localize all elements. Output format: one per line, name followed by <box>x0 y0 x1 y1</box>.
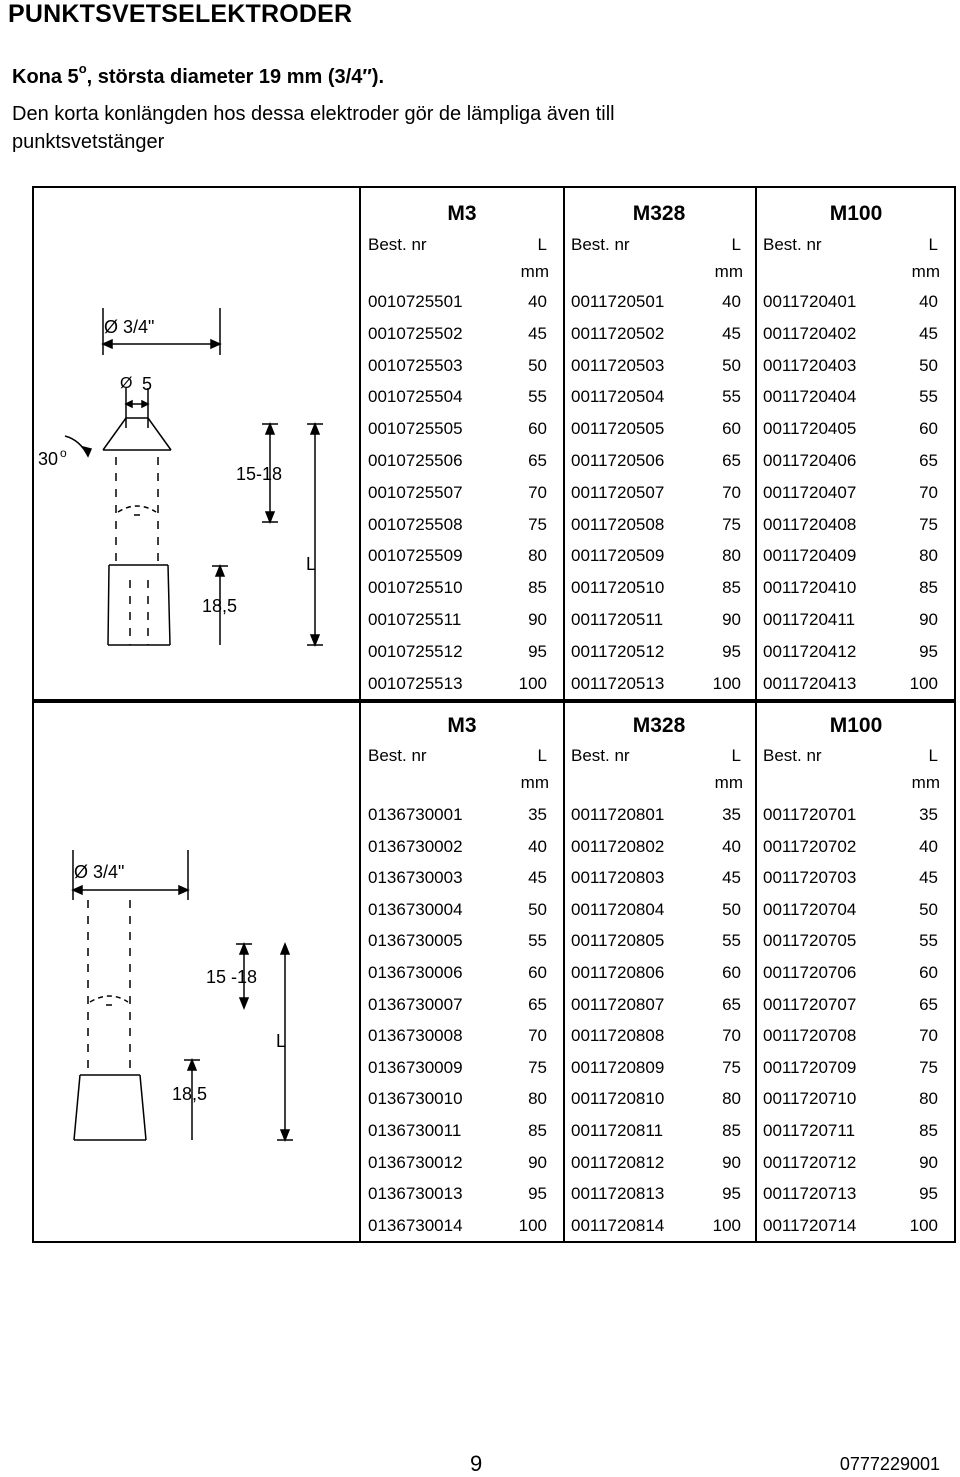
table-cell-article-number: 0136730013 <box>368 1184 463 1204</box>
table-cell-article-number: 0011720807 <box>571 994 665 1014</box>
table-cell-length: 75 <box>919 514 938 534</box>
table-cell-length: 75 <box>528 514 547 534</box>
table-cell-article-number: 0011720413 <box>763 673 857 693</box>
table-cell-article-number: 0011720507 <box>571 482 665 502</box>
column-header-l: L <box>537 746 547 765</box>
intro-line-1: Den korta konlängden hos dessa elektroder gör de lämpliga även till <box>12 103 615 125</box>
table-cell-length: 45 <box>528 868 547 888</box>
table-cell-article-number: 0010725505 <box>368 419 463 439</box>
table-cell-length: 80 <box>528 1089 547 1109</box>
column-divider <box>755 186 757 701</box>
table-cell-article-number: 0011720704 <box>763 899 857 919</box>
table-cell-article-number: 0136730007 <box>368 994 463 1014</box>
table-cell-article-number: 0011720502 <box>571 323 665 343</box>
table-cell-article-number: 0011720404 <box>763 387 857 407</box>
table-cell-article-number: 0010725506 <box>368 451 463 470</box>
electrode-drawing-2 <box>30 850 360 1150</box>
document-code: 0777229001 <box>839 1454 940 1474</box>
table-cell-article-number: 0136730012 <box>368 1152 463 1172</box>
length-label: L <box>276 1031 287 1051</box>
table-cell-article-number: 0010725512 <box>368 641 463 661</box>
table-cell-article-number: 0011720707 <box>763 994 857 1014</box>
table-cell-length: 95 <box>528 641 547 661</box>
table-cell-article-number: 0010725507 <box>368 482 463 502</box>
table-cell-article-number: 0136730011 <box>368 1121 462 1140</box>
table-cell-article-number: 0010725509 <box>368 546 463 566</box>
dia-top-label: Ø 3/4" <box>74 862 125 882</box>
table-cell-length: 60 <box>722 419 741 439</box>
table-cell-article-number: 0011720805 <box>571 931 665 951</box>
table-cell-length: 85 <box>722 578 741 598</box>
table-cell-length: 70 <box>528 482 547 502</box>
table-cell-length: 100 <box>712 673 741 693</box>
table-cell-article-number: 0011720714 <box>763 1215 857 1235</box>
table-cell-length: 95 <box>722 1184 741 1204</box>
table-cell-article-number: 0011720505 <box>571 419 665 439</box>
table-cell-article-number: 0010725511 <box>368 610 462 629</box>
table-cell-article-number: 0011720703 <box>763 868 857 888</box>
table-cell-length: 75 <box>919 1057 938 1077</box>
table-cell-article-number: 0011720710 <box>763 1089 857 1109</box>
table-cell-article-number: 0136730006 <box>368 963 463 982</box>
table-cell-article-number: 0011720701 <box>763 805 857 824</box>
page-number: 9 <box>470 1451 483 1476</box>
table-cell-length: 90 <box>919 1152 938 1172</box>
table-cell-length: 65 <box>528 451 547 470</box>
table-cell-length: 70 <box>722 482 741 502</box>
table-cell-length: 50 <box>722 899 741 919</box>
table-cell-article-number: 0136730001 <box>368 805 463 824</box>
table-cell-article-number: 0011720801 <box>571 805 665 824</box>
table-cell-article-number: 0011720804 <box>571 899 665 919</box>
table-cell-length: 35 <box>722 805 741 824</box>
table-cell-length: 85 <box>722 1121 741 1140</box>
table-cell-length: 75 <box>722 514 741 534</box>
cone-length-label: 15-18 <box>236 464 283 484</box>
table-cell-article-number: 0011720809 <box>571 1057 665 1077</box>
table-cell-article-number: 0011720401 <box>763 292 857 311</box>
group-header: M100 <box>829 202 883 225</box>
table-cell-article-number: 0011720503 <box>571 355 665 375</box>
table-cell-length: 80 <box>919 546 938 566</box>
table-cell-article-number: 0136730010 <box>368 1089 463 1109</box>
table-cell-length: 60 <box>722 963 741 982</box>
subtitle-pre: Kona 5 <box>12 66 79 88</box>
group-header: M100 <box>829 714 883 737</box>
dia-symbol: Ø <box>120 375 133 392</box>
table-cell-length: 65 <box>919 451 938 470</box>
table-cell-length: 65 <box>722 451 741 470</box>
column-unit: mm <box>714 773 743 792</box>
table-cell-length: 90 <box>722 1152 741 1172</box>
table-cell-length: 95 <box>919 641 938 661</box>
table-cell-length: 60 <box>528 963 547 982</box>
table-cell-length: 65 <box>919 994 938 1014</box>
table-cell-length: 50 <box>919 899 938 919</box>
table-cell-article-number: 0011720513 <box>571 673 665 693</box>
table-cell-length: 35 <box>919 805 938 824</box>
table-cell-length: 35 <box>528 805 547 824</box>
table-cell-article-number: 0011720406 <box>763 451 857 470</box>
table-cell-article-number: 0011720412 <box>763 641 857 661</box>
table-cell-article-number: 0011720806 <box>571 963 665 982</box>
table-cell-article-number: 0136730005 <box>368 931 463 951</box>
table-cell-length: 45 <box>528 323 547 343</box>
table-cell-length: 40 <box>722 292 741 311</box>
table-cell-article-number: 0011720509 <box>571 546 665 566</box>
table-cell-article-number: 0010725504 <box>368 387 463 407</box>
column-header-best-nr: Best. nr <box>763 235 822 254</box>
table-cell-length: 55 <box>919 387 938 407</box>
body-dim-label: 18,5 <box>202 596 238 616</box>
cone-length-label: 15 -18 <box>206 967 258 987</box>
table-cell-length: 55 <box>722 387 741 407</box>
table-cell-article-number: 0011720504 <box>571 387 665 407</box>
table-cell-length: 90 <box>528 610 547 629</box>
table-cell-length: 50 <box>919 355 938 375</box>
table-cell-length: 80 <box>528 546 547 566</box>
column-header-best-nr: Best. nr <box>571 746 630 765</box>
table-cell-length: 85 <box>919 1121 938 1140</box>
subtitle <box>12 61 385 89</box>
table-cell-article-number: 0011720407 <box>763 482 857 502</box>
table-cell-article-number: 0011720405 <box>763 419 857 439</box>
table-cell-length: 100 <box>909 1215 938 1235</box>
table-cell-length: 100 <box>712 1215 741 1235</box>
intro-line-2: punktsvetstänger <box>12 131 165 153</box>
column-unit: mm <box>714 262 743 281</box>
table-cell-length: 55 <box>528 387 547 407</box>
table-cell-article-number: 0136730009 <box>368 1057 463 1077</box>
table-cell-length: 100 <box>909 673 938 693</box>
column-header-best-nr: Best. nr <box>571 235 630 254</box>
table-cell-article-number: 0011720810 <box>571 1089 665 1109</box>
table-cell-length: 65 <box>722 994 741 1014</box>
column-header-best-nr: Best. nr <box>763 746 822 765</box>
column-unit: mm <box>911 773 940 792</box>
table-cell-length: 75 <box>528 1057 547 1077</box>
table-cell-length: 75 <box>722 1057 741 1077</box>
column-header-best-nr: Best. nr <box>368 235 427 254</box>
table-cell-length: 50 <box>722 355 741 375</box>
table-cell-article-number: 0011720408 <box>763 514 857 534</box>
table-cell-length: 55 <box>722 931 741 951</box>
table-cell-article-number: 0011720511 <box>571 610 664 629</box>
table-cell-article-number: 0011720812 <box>571 1152 665 1172</box>
column-header-l: L <box>928 235 938 254</box>
table-cell-length: 65 <box>528 994 547 1014</box>
table-cell-article-number: 0136730003 <box>368 868 463 888</box>
column-header-l: L <box>928 746 938 765</box>
table-cell-article-number: 0011720402 <box>763 323 857 343</box>
column-unit: mm <box>520 773 549 792</box>
dia-top-label: Ø 3/4" <box>104 317 155 337</box>
group-header: M328 <box>632 202 686 225</box>
length-label: L <box>306 554 317 574</box>
table-cell-article-number: 0136730014 <box>368 1215 463 1235</box>
table-cell-article-number: 0136730004 <box>368 899 463 919</box>
table-cell-article-number: 0136730008 <box>368 1026 463 1046</box>
table-cell-article-number: 0010725510 <box>368 578 463 598</box>
column-header-l: L <box>731 746 741 765</box>
table-cell-length: 95 <box>722 641 741 661</box>
table-cell-article-number: 0011720814 <box>571 1215 665 1235</box>
table-cell-article-number: 0011720411 <box>763 610 856 629</box>
table-cell-article-number: 0011720808 <box>571 1026 665 1046</box>
group-header: M3 <box>447 714 477 737</box>
body-dim-label: 18,5 <box>172 1084 208 1104</box>
table-cell-article-number: 0011720501 <box>571 292 665 311</box>
table-cell-article-number: 0011720711 <box>763 1121 856 1140</box>
table-cell-length: 85 <box>528 578 547 598</box>
table-cell-length: 40 <box>919 836 938 856</box>
table-cell-article-number: 0011720813 <box>571 1184 665 1204</box>
subtitle-post: , största diameter 19 mm (3/4″). <box>86 66 385 88</box>
table-cell-length: 50 <box>528 899 547 919</box>
table-cell-article-number: 0010725508 <box>368 514 463 534</box>
table-cell-length: 40 <box>528 836 547 856</box>
table-cell-article-number: 0010725513 <box>368 673 463 693</box>
table-cell-length: 90 <box>722 610 741 629</box>
table-cell-length: 85 <box>919 578 938 598</box>
table-cell-length: 95 <box>919 1184 938 1204</box>
table-cell-length: 100 <box>518 1215 547 1235</box>
table-cell-length: 55 <box>919 931 938 951</box>
table-cell-article-number: 0011720811 <box>571 1121 664 1140</box>
column-unit: mm <box>911 262 940 281</box>
table-cell-article-number: 0011720712 <box>763 1152 857 1172</box>
table-cell-article-number: 0010725502 <box>368 323 463 343</box>
table-cell-length: 40 <box>919 292 938 311</box>
table-cell-article-number: 0011720510 <box>571 578 665 598</box>
table-cell-article-number: 0011720410 <box>763 578 857 598</box>
table-cell-length: 90 <box>919 610 938 629</box>
table-cell-length: 55 <box>528 931 547 951</box>
table-cell-article-number: 0010725503 <box>368 355 463 375</box>
table-cell-length: 80 <box>722 1089 741 1109</box>
table-cell-article-number: 0011720706 <box>763 963 857 982</box>
table-cell-length: 45 <box>722 868 741 888</box>
column-header-l: L <box>731 235 741 254</box>
column-divider <box>755 701 757 1243</box>
table-cell-length: 90 <box>528 1152 547 1172</box>
table-cell-article-number: 0011720802 <box>571 836 665 856</box>
table-cell-length: 80 <box>722 546 741 566</box>
angle-sup: o <box>60 446 67 460</box>
table-cell-length: 60 <box>528 419 547 439</box>
table-cell-length: 85 <box>528 1121 547 1140</box>
table-cell-article-number: 0011720512 <box>571 641 665 661</box>
table-cell-article-number: 0011720506 <box>571 451 665 470</box>
group-header: M328 <box>632 714 686 737</box>
table-cell-length: 60 <box>919 963 938 982</box>
group-header: M3 <box>447 202 477 225</box>
table-cell-length: 70 <box>722 1026 741 1046</box>
table-cell-length: 45 <box>919 323 938 343</box>
table-cell-length: 95 <box>528 1184 547 1204</box>
column-header-l: L <box>537 235 547 254</box>
table-cell-article-number: 0011720409 <box>763 546 857 566</box>
table-cell-article-number: 0011720403 <box>763 355 857 375</box>
column-divider <box>563 186 565 701</box>
table-cell-length: 40 <box>528 292 547 311</box>
table-cell-length: 80 <box>919 1089 938 1109</box>
table-cell-article-number: 0011720508 <box>571 514 665 534</box>
dia-tip-label: 5 <box>142 374 153 394</box>
table-cell-article-number: 0011720803 <box>571 868 665 888</box>
table-cell-article-number: 0011720702 <box>763 836 857 856</box>
page-title: PUNKTSVETSELEKTRODER <box>8 0 353 28</box>
table-cell-length: 50 <box>528 355 547 375</box>
table-cell-length: 45 <box>919 868 938 888</box>
table-cell-article-number: 0010725501 <box>368 292 463 311</box>
electrode-drawing-1 <box>30 300 360 650</box>
column-header-best-nr: Best. nr <box>368 746 427 765</box>
subtitle-sup: o <box>78 61 87 77</box>
table-cell-length: 70 <box>919 1026 938 1046</box>
table-cell-length: 45 <box>722 323 741 343</box>
angle-label: 30 <box>38 449 59 469</box>
table-cell-length: 70 <box>919 482 938 502</box>
table-cell-article-number: 0011720705 <box>763 931 857 951</box>
table-cell-article-number: 0136730002 <box>368 836 463 856</box>
column-divider <box>563 701 565 1243</box>
table-cell-article-number: 0011720709 <box>763 1057 857 1077</box>
table-cell-article-number: 0011720708 <box>763 1026 857 1046</box>
table-cell-length: 100 <box>518 673 547 693</box>
table-cell-length: 70 <box>528 1026 547 1046</box>
table-cell-length: 40 <box>722 836 741 856</box>
table-cell-length: 60 <box>919 419 938 439</box>
table-cell-article-number: 0011720713 <box>763 1184 857 1204</box>
column-unit: mm <box>520 262 549 281</box>
